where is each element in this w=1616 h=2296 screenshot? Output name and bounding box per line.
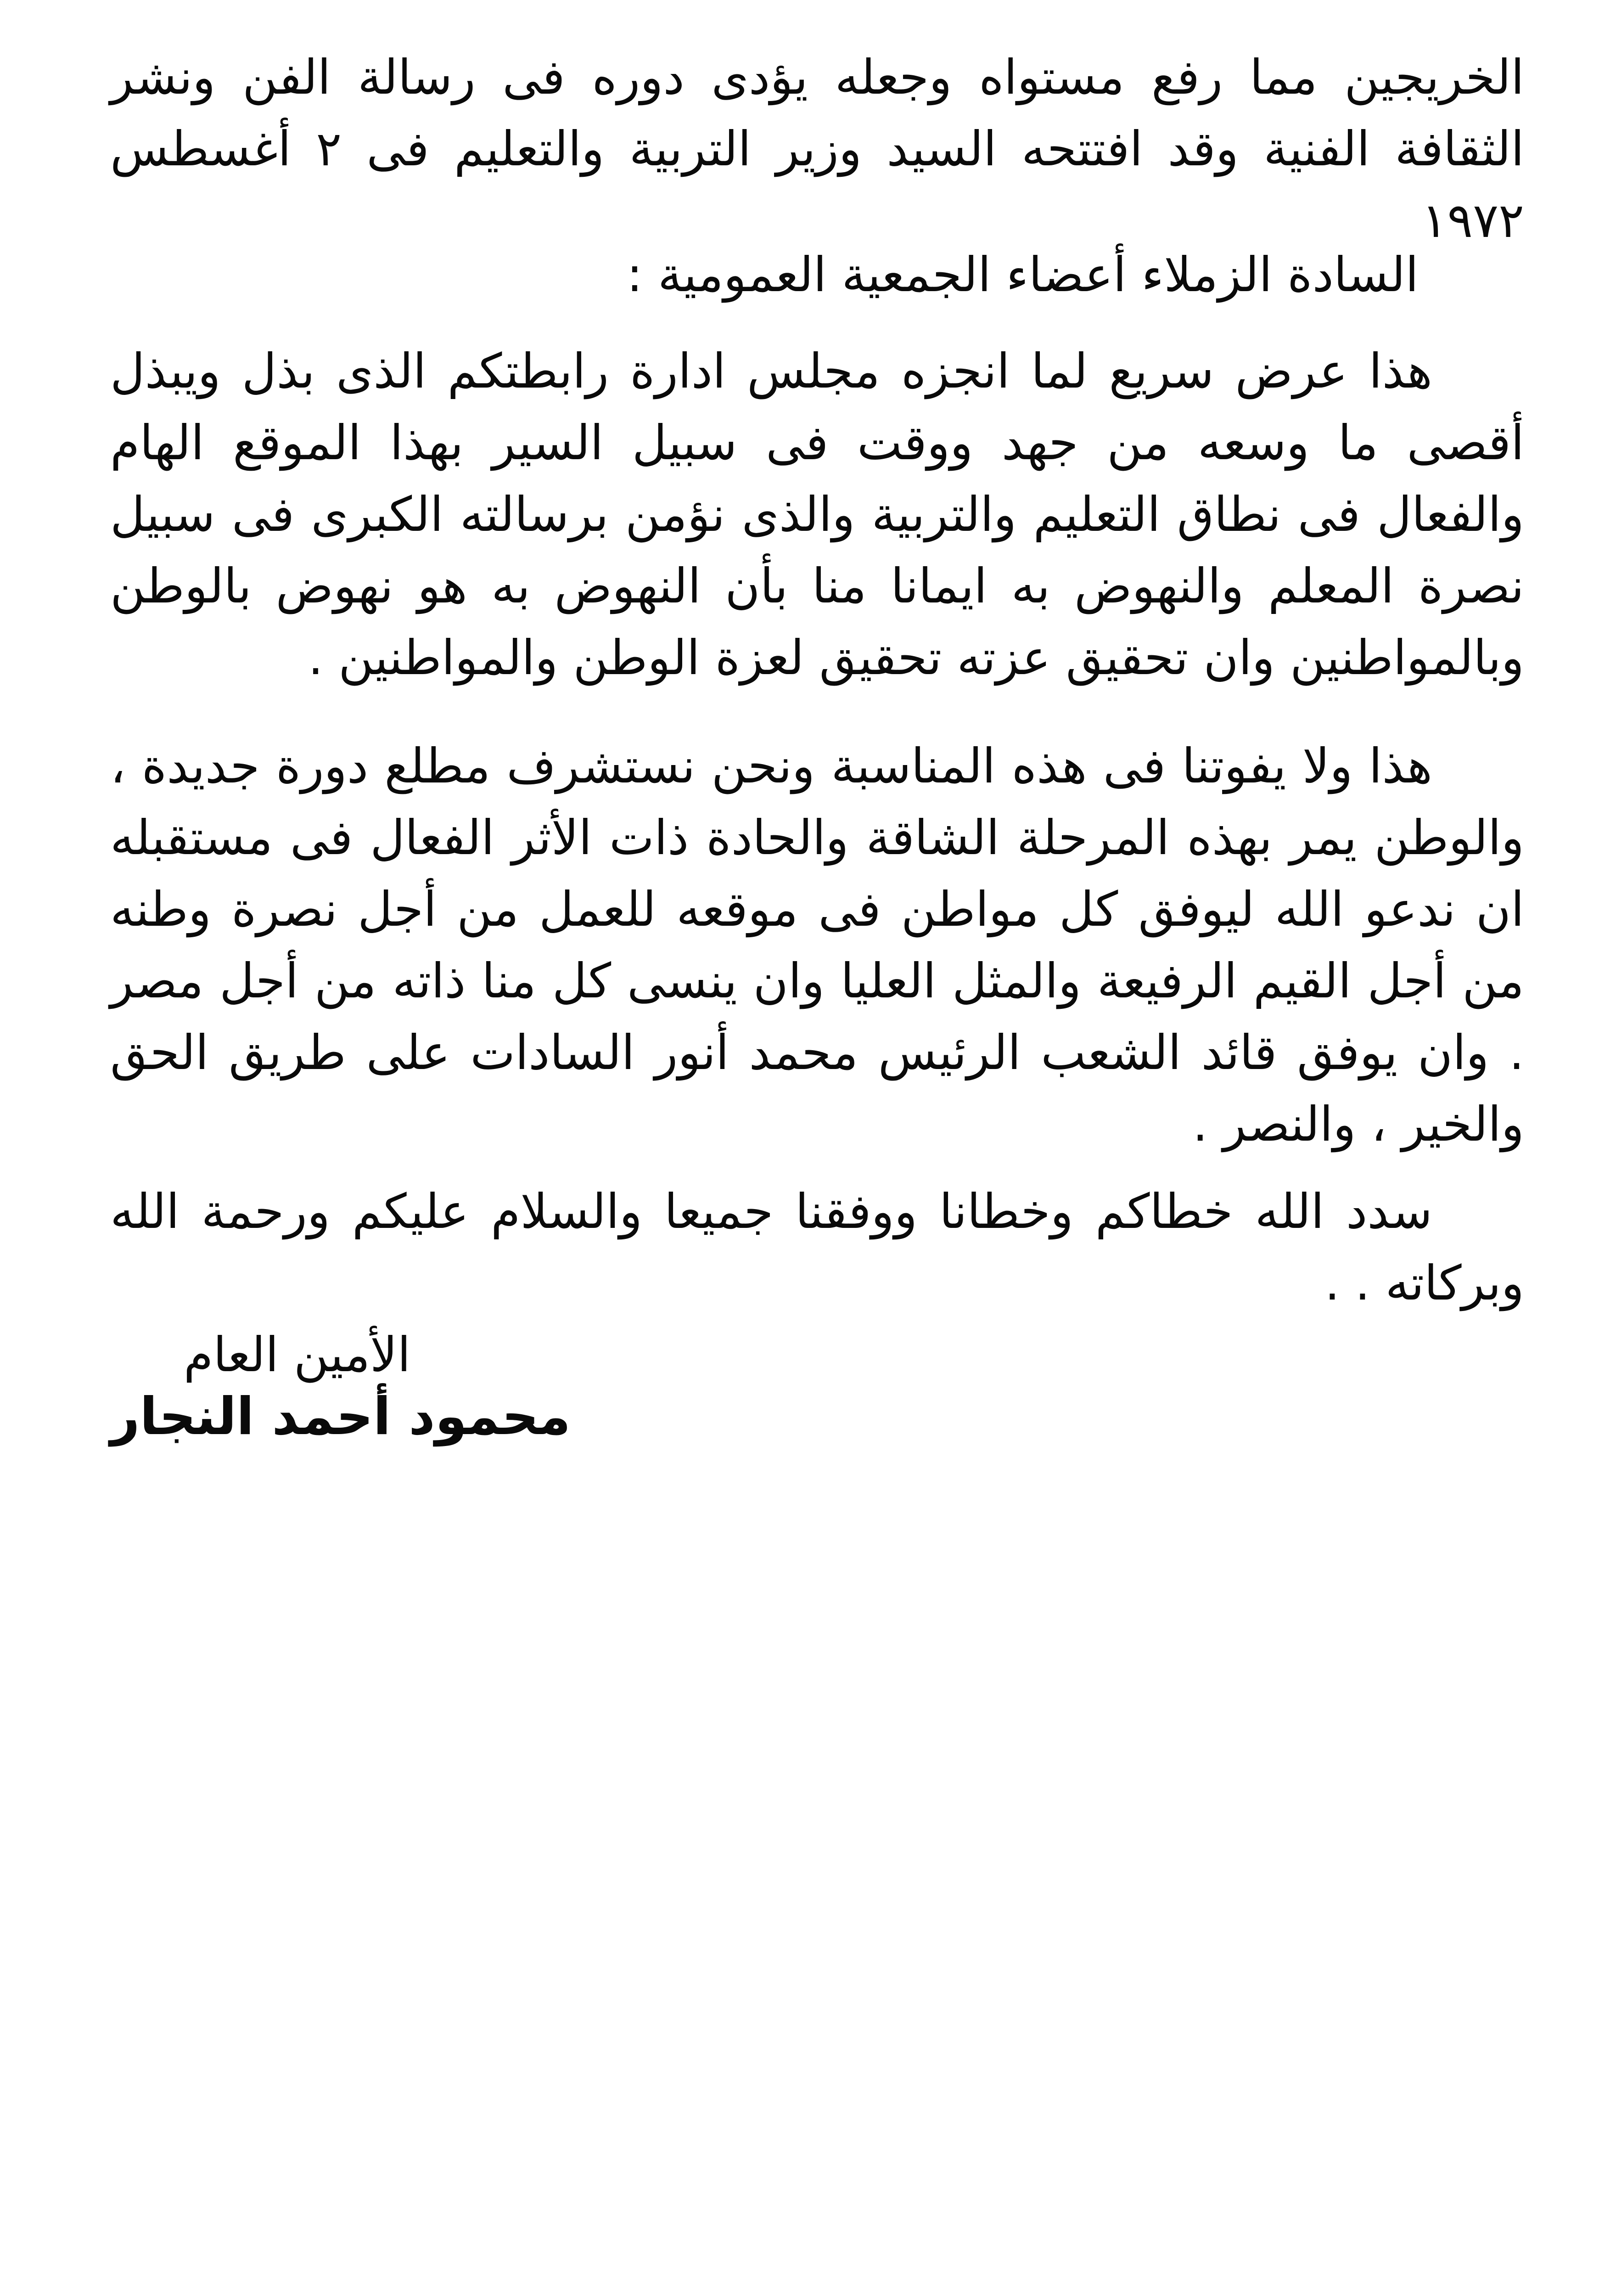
signature-name: محمود أحمد النجار — [110, 1387, 571, 1446]
intro-paragraph: الخريجين مما رفع مستواه وجعله يؤدى دوره فى رسالة الفن ونشر الثقافة الفنية وقد افتتحه السيد وزير التربية والتعليم فى ٢ أغسطس ١٩٧٢ — [110, 49, 1525, 248]
paragraph-one: هذا عرض سريع لما انجزه مجلس ادارة رابطتكم الذى بذل ويبذل أقصى ما وسعه من جهد ووقت فى سبيل السير بهذا الموقع الهام والفعال فى نطاق التعليم والتربية والذى نؤمن برسالته الكبرى فى سبيل نصرة المعلم والنهوض به ايمانا منا بأن النهوض به هو نهوض بالوطن وبالمواطنين وان تحقيق عزته تحقيق لعزة الوطن والمواطنين . — [110, 343, 1524, 686]
signature-title: الأمين العام — [184, 1327, 411, 1383]
closing-paragraph: سدد الله خطاكم وخطانا ووفقنا جميعا والسلام عليكم ورحمة الله وبركاته . . — [110, 1183, 1524, 1311]
salutation: السادة الزملاء أعضاء الجمعية العمومية : — [626, 247, 1419, 303]
paragraph-two: هذا ولا يفوتنا فى هذه المناسبة ونحن نستشرف مطلع دورة جديدة ، والوطن يمر بهذه المرحلة الشاقة والحادة ذات الأثر الفعال فى مستقبله ان ندعو الله ليوفق كل مواطن فى موقعه للعمل من أجل نصرة وطنه من أجل القيم الرفيعة والمثل العليا وان ينسى كل منا ذاته من أجل مصر . وان يوفق قائد الشعب الرئيس محمد أنور السادات على طريق الحق والخير ، والنصر . — [110, 738, 1524, 1152]
